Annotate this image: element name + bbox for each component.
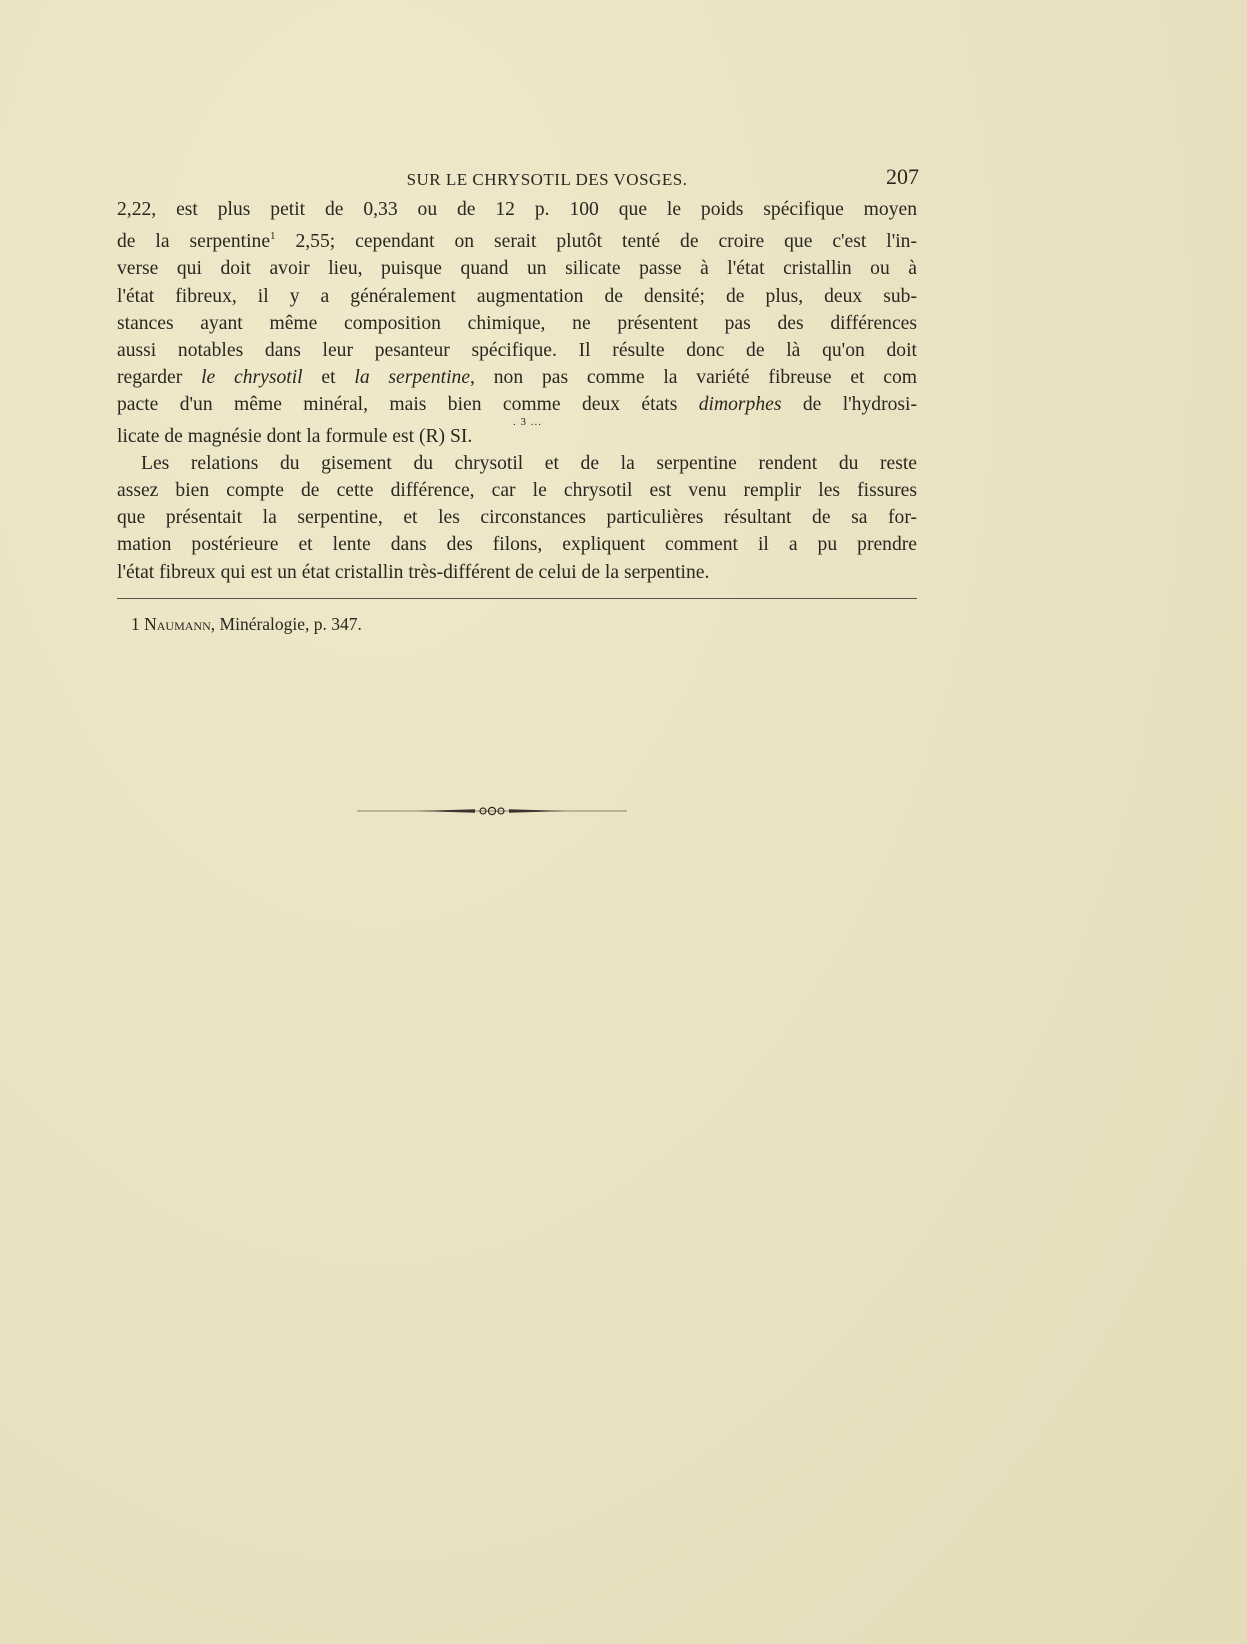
tailpiece-ornament-icon bbox=[357, 806, 627, 816]
formula-superscript: . 3 ... bbox=[513, 415, 542, 428]
text-line bbox=[117, 364, 917, 391]
footnote-text: , Minéralogie, p. 347. bbox=[210, 613, 362, 634]
text-segment: pacte d'un même minéral, mais bien comme deux états bbox=[117, 394, 699, 416]
text-segment: , non pas comme la variété fibreuse et com bbox=[470, 367, 918, 389]
text-line: 2,22, est plus petit de 0,33 ou de 12 p. 100 que le poids spécifique moyen bbox=[117, 199, 917, 220]
footnote-marker[interactable]: 1 bbox=[270, 230, 276, 243]
book-page bbox=[117, 160, 917, 635]
text-line: verse qui doit avoir lieu, puisque quand un silicate passe à l'état cristallin ou à bbox=[117, 258, 917, 280]
text-segment: 2,55; cependant on serait plutôt tenté de croire que c'est l'in- bbox=[275, 231, 917, 253]
italic-term: la serpentine bbox=[354, 367, 471, 389]
text-segment: regarder bbox=[117, 367, 202, 389]
text-line: que présentait la serpentine, et les circonstances particulières résultant de sa for- bbox=[117, 507, 917, 529]
footnote-rule bbox=[117, 598, 917, 599]
italic-term: dimorphes bbox=[698, 394, 782, 416]
text-line: assez bien compte de cette différence, car le chrysotil est venu remplir les fissures bbox=[117, 480, 917, 502]
text-segment: et bbox=[302, 367, 355, 389]
text-line: stances ayant même composition chimique, ne présentent pas des différences bbox=[117, 312, 917, 334]
formula-line bbox=[117, 415, 917, 450]
page-number: 207 bbox=[886, 164, 919, 189]
text-line: l'état fibreux qui est un état cristallin très-différent de celui de la serpentine. bbox=[117, 561, 710, 583]
running-title: SUR LE CHRYSOTIL DES VOSGES. bbox=[406, 170, 688, 189]
footnote-number: 1 bbox=[131, 613, 140, 634]
text-line: l'état fibreux, il y a généralement augmentation de densité; de plus, deux sub- bbox=[117, 285, 917, 307]
body-text bbox=[117, 196, 917, 586]
text-segment: licate de magnésie dont la formule est (R) SI. bbox=[117, 425, 473, 447]
text-line: mation postérieure et lente dans des filons, expliquent comment il a pu prendre bbox=[117, 534, 917, 556]
text-segment: de la serpentine bbox=[117, 231, 271, 253]
footnote bbox=[117, 614, 917, 635]
running-head bbox=[117, 160, 917, 196]
text-line: Les relations du gisement du chrysotil et de la serpentine rendent du reste bbox=[141, 452, 917, 474]
text-segment: de l'hydrosi- bbox=[781, 394, 917, 416]
footnote-author: Naumann bbox=[144, 613, 211, 634]
italic-term: le chrysotil bbox=[201, 367, 303, 389]
text-line: aussi notables dans leur pesanteur spécifique. Il résulte donc de là qu'on doit bbox=[117, 340, 917, 362]
text-line bbox=[117, 223, 917, 255]
